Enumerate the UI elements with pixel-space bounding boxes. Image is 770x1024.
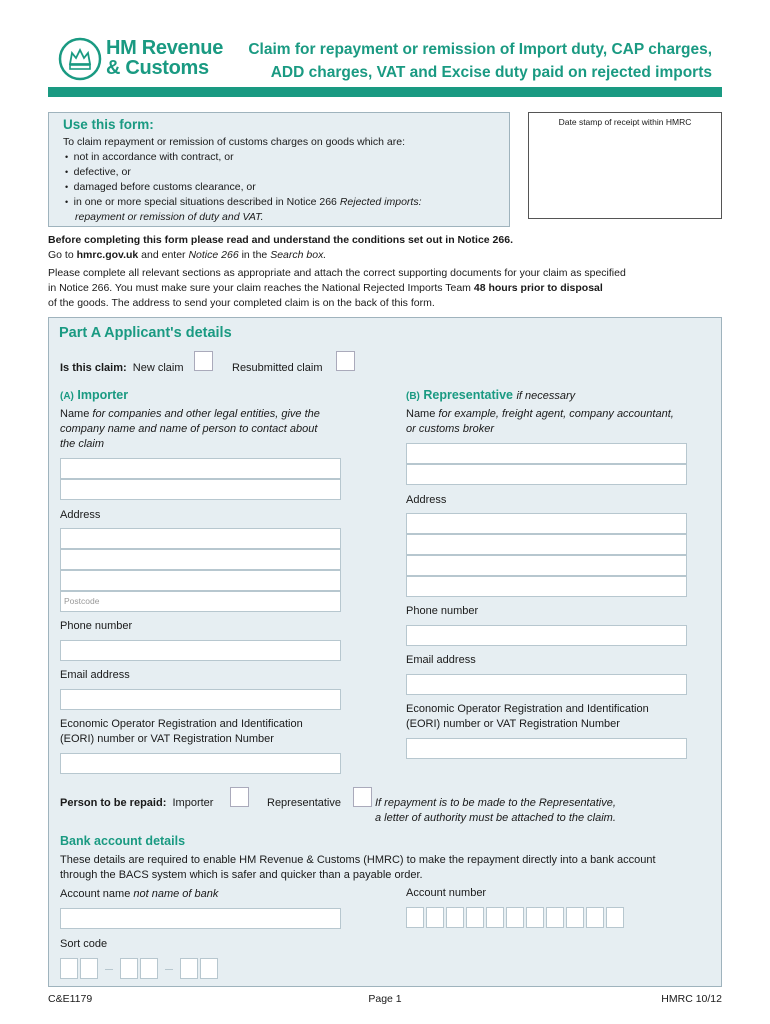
representative-heading: (B) Representative if necessary	[406, 388, 576, 402]
account-number-digit[interactable]	[466, 907, 484, 928]
resubmitted-claim-checkbox[interactable]	[336, 351, 355, 371]
hmrc-crest-icon	[58, 37, 102, 81]
list-item: • damaged before customs clearance, or	[75, 180, 503, 195]
representative-email-field[interactable]	[406, 674, 687, 695]
representative-eori-field[interactable]	[406, 738, 687, 759]
list-item: • in one or more special situations described in Notice 266 Rejected imports: repayment or remission of duty and VAT.	[75, 195, 503, 225]
sort-code-digit[interactable]	[140, 958, 158, 979]
opt-importer-label: Importer	[172, 797, 214, 809]
repaid-note: If repayment is to be made to the Representative, a letter of authority must be attached to the claim.	[375, 797, 616, 824]
notice-goto: Go to hmrc.gov.uk and enter Notice 266 in the Search box.	[48, 249, 327, 261]
postcode-placeholder: Postcode	[64, 596, 100, 606]
is-claim-label: Is this claim:	[60, 362, 127, 374]
account-number-digit[interactable]	[426, 907, 444, 928]
use-form-bullets	[63, 150, 503, 225]
representative-phone-field[interactable]	[406, 625, 687, 646]
notice-text	[48, 233, 728, 311]
part-a-section	[48, 317, 722, 987]
sort-code-label: Sort code	[60, 938, 108, 950]
date-stamp-box	[528, 112, 722, 219]
representative-name-label: Name for example, freight agent, company accountant, or customs broker	[406, 408, 674, 435]
representative-phone-label: Phone number	[406, 605, 479, 617]
importer-address-label: Address	[60, 509, 101, 521]
repay-importer-checkbox[interactable]	[230, 787, 249, 807]
representative-name-field-2[interactable]	[406, 464, 687, 485]
logo-line-1: HM Revenue	[106, 37, 224, 59]
resubmitted-claim-label: Resubmitted claim	[232, 362, 323, 374]
sort-code-digit[interactable]	[120, 958, 138, 979]
importer-email-field[interactable]	[60, 689, 341, 710]
account-number-digit[interactable]	[526, 907, 544, 928]
importer-phone-label: Phone number	[60, 620, 133, 632]
new-claim-checkbox[interactable]	[194, 351, 213, 371]
importer-postcode-field[interactable]	[60, 591, 341, 612]
list-item: • not in accordance with contract, or	[75, 150, 503, 165]
account-number-digit[interactable]	[406, 907, 424, 928]
sort-code-separator	[165, 969, 173, 970]
representative-address-field-2[interactable]	[406, 534, 687, 555]
sort-code-digit[interactable]	[60, 958, 78, 979]
logo-line-2: & Customs	[106, 57, 209, 79]
header-divider	[48, 87, 722, 97]
account-number-digit[interactable]	[546, 907, 564, 928]
person-repaid-label: Person to be repaid:	[60, 797, 167, 809]
list-item: • defective, or	[75, 165, 503, 180]
date-stamp-label: Date stamp of receipt within HMRC	[558, 117, 692, 127]
part-a-heading: Part A Applicant's details	[59, 325, 232, 341]
footer-page-number: Page 1	[368, 993, 402, 1005]
representative-name-field-1[interactable]	[406, 443, 687, 464]
importer-eori-label: Economic Operator Registration and Identification (EORI) number or VAT Registration Number	[60, 718, 303, 745]
sort-code-separator	[105, 969, 113, 970]
use-form-intro: To claim repayment or remission of customs charges on goods which are:	[63, 136, 405, 148]
form-title: Claim for repayment or remission of Import duty, CAP charges, ADD charges, VAT and Excise duty paid on rejected imports	[248, 41, 712, 81]
sort-code-digit[interactable]	[80, 958, 98, 979]
importer-address-field-2[interactable]	[60, 549, 341, 570]
account-number-digit[interactable]	[586, 907, 604, 928]
representative-address-field-1[interactable]	[406, 513, 687, 534]
importer-address-field-1[interactable]	[60, 528, 341, 549]
sort-code-digit[interactable]	[180, 958, 198, 979]
use-form-heading: Use this form:	[63, 117, 154, 132]
footer-version: HMRC 10/12	[661, 993, 722, 1005]
importer-address-field-3[interactable]	[60, 570, 341, 591]
representative-address-field-4[interactable]	[406, 576, 687, 597]
sort-code-digit[interactable]	[200, 958, 218, 979]
account-number-digit[interactable]	[486, 907, 504, 928]
bank-heading: Bank account details	[60, 834, 186, 848]
bank-text: These details are required to enable HM Revenue & Customs (HMRC) to make the repayment directly into a bank account through the BACS system which is safer and quicker than a payable order.	[60, 854, 656, 881]
repay-representative-checkbox[interactable]	[353, 787, 372, 807]
new-claim-label: New claim	[132, 362, 184, 374]
importer-name-field-1[interactable]	[60, 458, 341, 479]
representative-address-field-3[interactable]	[406, 555, 687, 576]
use-this-form-box	[48, 112, 510, 227]
importer-name-field-2[interactable]	[60, 479, 341, 500]
footer-form-code: C&E1179	[48, 993, 93, 1005]
account-name-field[interactable]	[60, 908, 341, 929]
account-number-digit[interactable]	[506, 907, 524, 928]
representative-eori-label: Economic Operator Registration and Identification (EORI) number or VAT Registration Number	[406, 703, 649, 730]
importer-phone-field[interactable]	[60, 640, 341, 661]
account-number-digit[interactable]	[606, 907, 624, 928]
opt-representative-label: Representative	[267, 797, 341, 809]
account-number-digit[interactable]	[446, 907, 464, 928]
notice-bold-line: Before completing this form please read and understand the conditions set out in Notice 266.	[48, 234, 513, 246]
representative-email-label: Email address	[406, 654, 476, 666]
representative-address-label: Address	[406, 494, 447, 506]
importer-name-label: Name for companies and other legal entities, give the company name and name of person to contact about the claim	[60, 408, 320, 450]
account-name-label: Account name not name of bank	[60, 888, 219, 900]
notice-paragraph: Please complete all relevant sections as appropriate and attach the correct supporting documents for your claim as specified in Notice 266. You must make sure your claim reaches the National Rejected Imports Team 48 hours prior to disposal of the goods. The address to send your completed claim is on the back of this form.	[48, 267, 626, 309]
importer-email-label: Email address	[60, 669, 130, 681]
importer-heading: (A) Importer	[60, 388, 129, 402]
account-number-digit[interactable]	[566, 907, 584, 928]
account-number-label: Account number	[406, 887, 487, 899]
importer-eori-field[interactable]	[60, 753, 341, 774]
